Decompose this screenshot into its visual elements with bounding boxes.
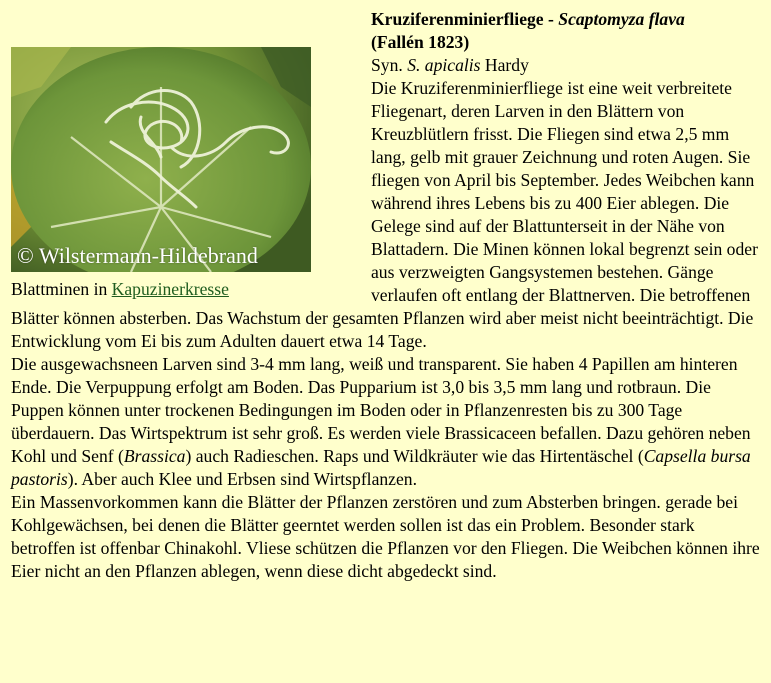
- title-name: Kruziferenminierfliege: [371, 9, 544, 29]
- caption-text: Blattminen in: [11, 279, 112, 299]
- species-capsella: Capsella bursa pastoris: [11, 446, 751, 489]
- kapuzinerkresse-link[interactable]: Kapuzinerkresse: [111, 279, 229, 299]
- larvae-text-b: ) auch Radieschen. Raps und Wildkräuter wie das Hirtentäschel (: [185, 446, 644, 466]
- paragraph-protection: Ein Massenvorkommen kann die Blätter der Pflanzen zerstören und zum Absterben bringen. gerade bei Kohlgewächsen, bei denen die Blätter geerntet werden sollen ist das ein Problem. Besonder stark betroffen ist offenbar Chinakohl. Vliese schützen die Pflanzen vor den Fliegen. Die Weibchen können ihre Eier nicht an den Pflanzen ablegen, wenn diese dicht abgedeckt sind.: [11, 492, 760, 581]
- synonym-author: Hardy: [480, 55, 529, 75]
- synonym-prefix: Syn.: [371, 55, 408, 75]
- title-scientific-name: Scaptomyza flava: [558, 9, 685, 29]
- genus-brassica: Brassica: [123, 446, 186, 466]
- title-author: (Fallén 1823): [371, 32, 470, 52]
- larvae-text-c: ). Aber auch Klee und Erbsen sind Wirtspflanzen.: [67, 469, 417, 489]
- figure-caption: [11, 278, 311, 301]
- figure: [11, 47, 311, 301]
- leaf-mine-photo: [11, 47, 311, 272]
- title-separator: -: [543, 9, 559, 29]
- leaf-mine-illustration: [11, 47, 311, 272]
- photo-copyright: © Wilstermann-Hildebrand: [17, 243, 258, 268]
- paragraph-description: Die Kruziferenminierfliege ist eine weit verbreitete Fliegenart, deren Larven in den Blättern von Kreuzblütlern frisst. Die Fliegen sind etwa 2,5 mm lang, gelb mit grauer Zeichnung und roten Augen. Sie fliegen von April bis September. Jedes Weibchen kann während ihres Lebens bis zu 400 Eier ablegen. Die Gelege sind auf der Blattunterseit in der Nähe von Blattadern. Die Minen können lokal begrenzt sein oder aus verzweigten Gangsystemen bestehen. Gänge verlaufen oft entlang der Blattnerven. Die betroffenen Blätter können absterben. Das Wachstum der gesamten Pflanzen wird aber meist nicht beeinträchtigt. Die Entwicklung vom Ei bis zum Adulten dauert etwa 14 Tage.: [11, 78, 758, 351]
- synonym-name: S. apicalis: [407, 55, 481, 75]
- larvae-text-a: Die ausgewachsneen Larven sind 3-4 mm lang, weiß und transparent. Sie haben 4 Papillen am hinteren Ende. Die Verpuppung erfolgt am Boden. Das Pupparium ist 3,0 bis 3,5 mm lang und rotbraun. Die Puppen können unter trockenen Bedingungen im Boden oder in Pflanzenresten bis zu 300 Tage überdauern. Das Wirtspektrum ist sehr groß. Es werden viele Brassicaceen befallen. Dazu gehören neben Kohl und Senf (: [11, 354, 751, 466]
- paragraph-larvae: [11, 353, 763, 491]
